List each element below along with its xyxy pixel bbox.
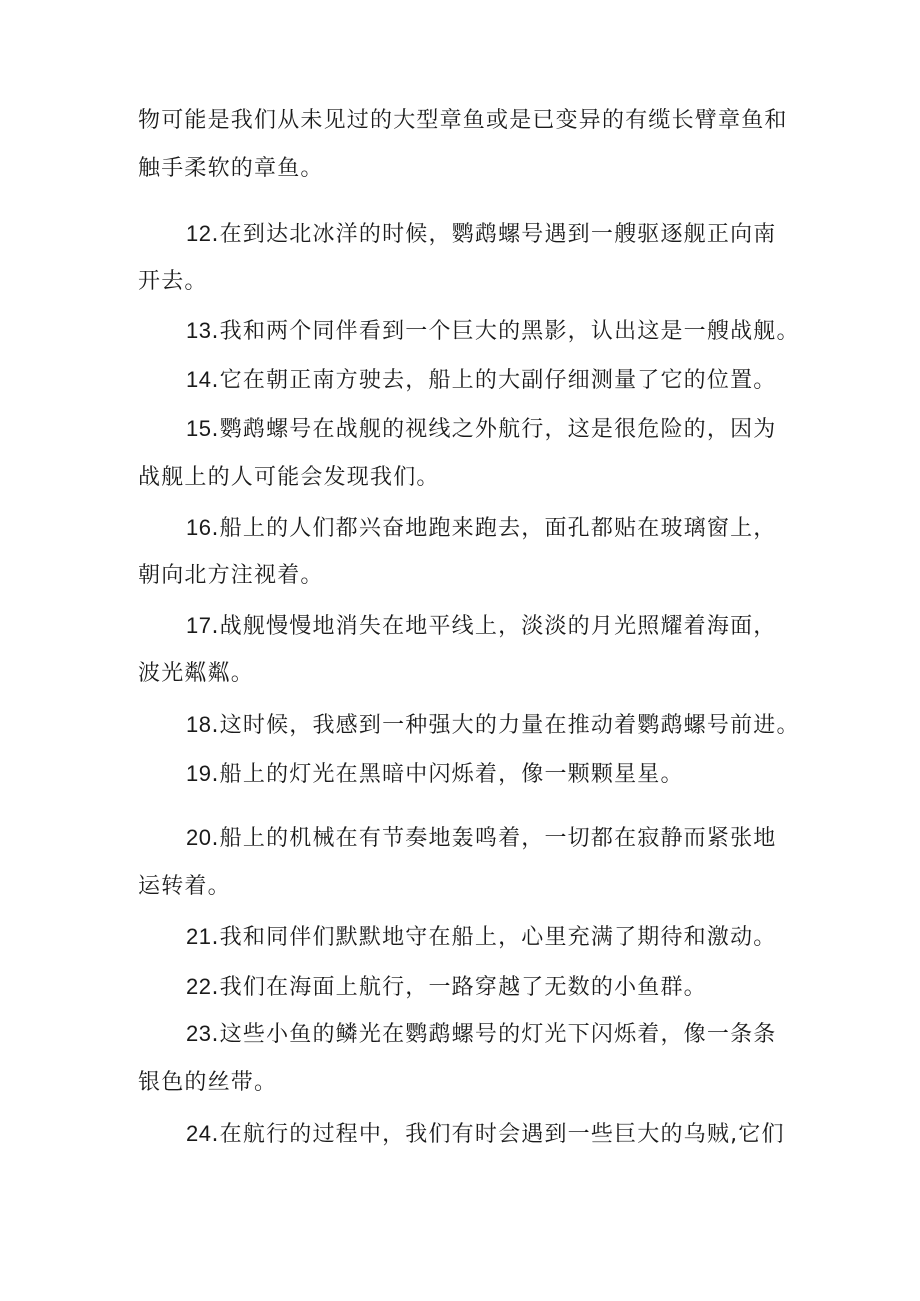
paragraph-line: 开去。 [138,269,208,294]
paragraph-line: 银色的丝带。 [138,1070,278,1095]
item-text: .我们在海面上航行，一路穿越了无数的小鱼群。 [211,975,707,1000]
item-number: 24 [186,1121,212,1146]
paragraph-line: 波光粼粼。 [138,661,255,686]
paragraph-first-line [186,365,776,396]
item-number: 23 [186,1021,212,1046]
paragraph-first-line [186,414,776,445]
item-number: 21 [186,924,212,949]
item-number: 20 [186,825,212,850]
item-number: 15 [186,416,212,441]
item-text: .这时候，我感到一种强大的力量在推动着鹦鹉螺号前进。 [211,713,800,738]
paragraph-first-line [186,316,800,347]
item-number: 22 [186,974,212,999]
item-text: .我和两个同伴看到一个巨大的黑影，认出这是一艘战舰。 [211,319,800,344]
paragraph-first-line [186,823,776,854]
paragraph-first-line [186,710,800,741]
item-text: .船上的人们都兴奋地跑来跑去，面孔都贴在玻璃窗上， [211,516,777,541]
item-number: 14 [186,367,212,392]
item-number: 18 [186,712,212,737]
item-text: .我和同伴们默默地守在船上，心里充满了期待和激动。 [211,925,777,950]
paragraph-first-line [186,1019,776,1050]
item-text: .这些小鱼的鳞光在鹦鹉螺号的灯光下闪烁着，像一条条 [211,1022,777,1047]
item-text: .鹦鹉螺号在战舰的视线之外航行，这是很危险的，因为 [211,417,777,442]
item-text: .船上的灯光在黑暗中闪烁着，像一颗颗星星。 [211,762,684,787]
paragraph-line: 朝向北方注视着。 [138,563,324,588]
paragraph-line: 触手柔软的章鱼。 [138,156,324,181]
paragraph-first-line [186,922,776,953]
item-text: .在航行的过程中，我们有时会遇到一些巨大的乌贼,它们 [211,1122,785,1147]
paragraph-line: 物可能是我们从未见过的大型章鱼或是已变异的有缆长臂章鱼和 [138,108,788,133]
item-number: 19 [186,761,212,786]
item-text: .船上的机械在有节奏地轰鸣着，一切都在寂静而紧张地 [211,826,777,851]
item-number: 13 [186,318,212,343]
paragraph-line: 运转着。 [138,874,231,899]
item-number: 17 [186,613,212,638]
paragraph-first-line [186,1119,785,1150]
paragraph-first-line [186,972,707,1003]
item-number: 16 [186,515,212,540]
paragraph-first-line [186,513,776,544]
paragraph-first-line [186,611,776,642]
item-text: .在到达北冰洋的时候，鹦鹉螺号遇到一艘驱逐舰正向南 [211,222,777,247]
paragraph-first-line [186,759,684,790]
item-text: .战舰慢慢地消失在地平线上，淡淡的月光照耀着海面， [211,614,777,639]
paragraph-line: 战舰上的人可能会发现我们。 [138,465,440,490]
paragraph-first-line [186,219,776,250]
item-text: .它在朝正南方驶去，船上的大副仔细测量了它的位置。 [211,368,777,393]
item-number: 12 [186,221,212,246]
